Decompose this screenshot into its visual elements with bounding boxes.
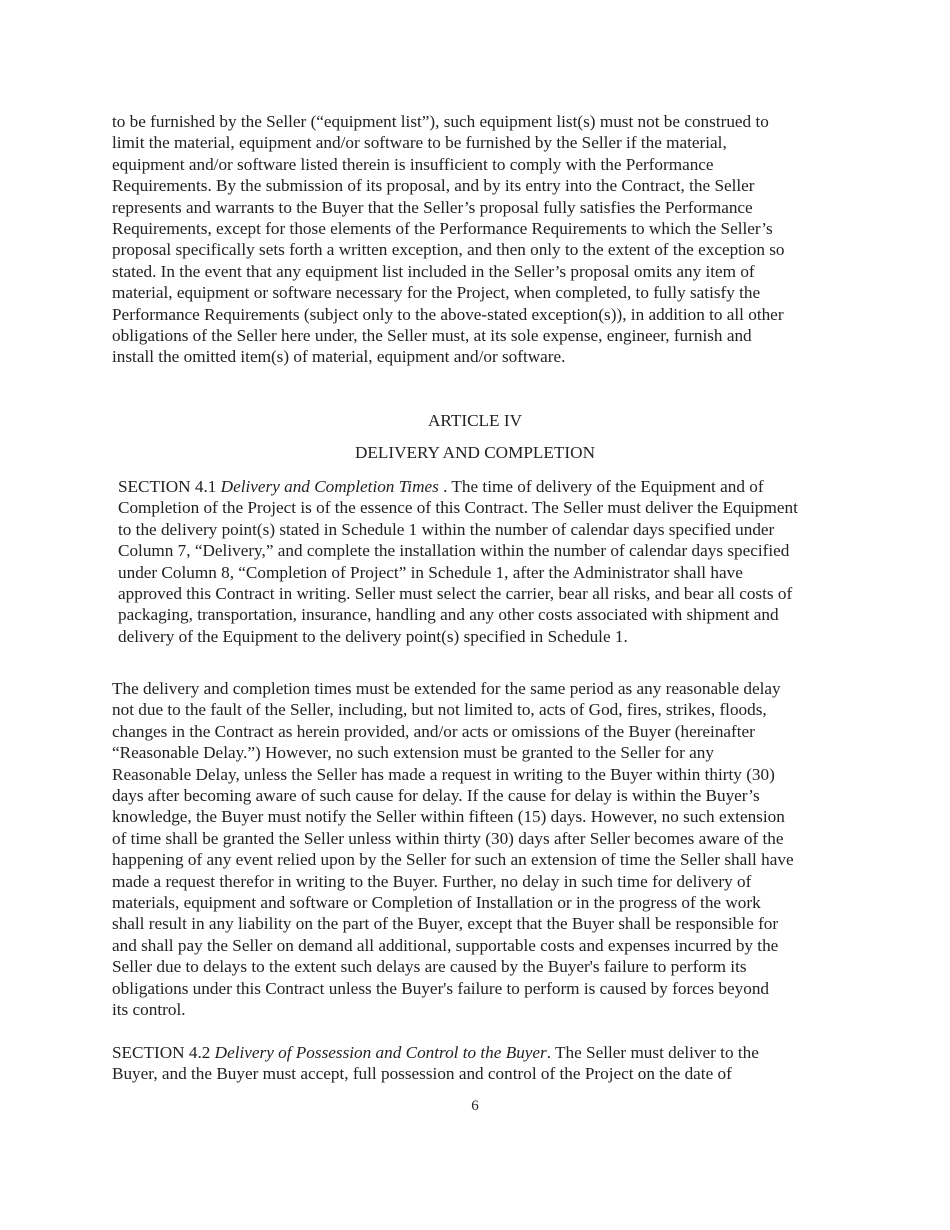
section-4-2-paragraph [112, 1042, 872, 1085]
section-4-1-title: Delivery and Completion Times [220, 477, 439, 496]
paragraph-reasonable-delay: The delivery and completion times must be extended for the same period as any reasonable delay not due to the fault of the Seller, including, but not limited to, acts of God, fires, strikes, floods, changes in the Contract as herein provided, and/or acts or omissions of the Buyer (hereinafter “Reasonable Delay.”) However, no such extension must be granted to the Seller for any Reasonable Delay, unless the Seller has made a request in writing to the Buyer within thirty (30) days after becoming aware of such cause for delay. If the cause for delay is within the Buyer’s knowledge, the Buyer must notify the Seller within fifteen (15) days. However, no such extension of time shall be granted the Seller unless within thirty (30) days after Seller becomes aware of the happening of any event relied upon by the Seller for such an extension of time the Seller shall have made a request therefor in writing to the Buyer. Further, no delay in such time for delivery of materials, equipment and software or Completion of Installation or in the progress of the work shall result in any liability on the part of the Buyer, except that the Buyer shall be responsible for and shall pay the Seller on demand all additional, supportable costs and expenses incurred by the Seller due to delays to the extent such delays are caused by the Buyer's failure to perform its obligations under this Contract unless the Buyer's failure to perform is caused by forces beyond its control. [112, 679, 794, 1020]
section-4-1-number: SECTION 4.1 [118, 477, 221, 496]
section-4-1-body: . The time of delivery of the Equipment and of Completion of the Project is of the essence of this Contract. The Seller must deliver the Equipment to the delivery point(s) stated in Schedule 1 within the number of calendar days specified under Column 7, “Delivery,” and complete the installation within the number of calendar days specified under Column 8, “Completion of Project” in Schedule 1, after the Administrator shall have approved this Contract in writing. Seller must select the carrier, bear all risks, and bear all costs of packaging, transportation, insurance, handling and any other costs associated with shipment and delivery of the Equipment to the delivery point(s) specified in Schedule 1. [118, 477, 798, 646]
section-4-2-body: . The Seller must deliver to the Buyer, and the Buyer must accept, full possession and control of the Project on the date of [112, 1043, 759, 1084]
page-number: 6 [471, 1098, 479, 1114]
section-4-1-paragraph [118, 476, 878, 647]
article-title: DELIVERY AND COMPLETION [355, 443, 595, 462]
section-4-2-title: Delivery of Possession and Control to the Buyer [214, 1043, 547, 1062]
article-heading: ARTICLE IV [428, 411, 522, 430]
paragraph-equipment-list-continuation: to be furnished by the Seller (“equipment list”), such equipment list(s) must not be construed to limit the material, equipment and/or software to be furnished by the Seller if the material, equipment and/or software listed therein is insufficient to comply with the Performance Requirements. By the submission of its proposal, and by its entry into the Contract, the Seller represents and warrants to the Buyer that the Seller’s proposal fully satisfies the Performance Requirements, except for those elements of the Performance Requirements to which the Seller’s proposal specifically sets forth a written exception, and then only to the extent of the exception so stated. In the event that any equipment list included in the Seller’s proposal omits any item of material, equipment or software necessary for the Project, when completed, to fully satisfy the Performance Requirements (subject only to the above-stated exception(s)), in addition to all other obligations of the Seller here under, the Seller must, at its sole expense, engineer, furnish and install the omitted item(s) of material, equipment and/or software. [112, 112, 785, 367]
section-4-2-number: SECTION 4.2 [112, 1043, 215, 1062]
